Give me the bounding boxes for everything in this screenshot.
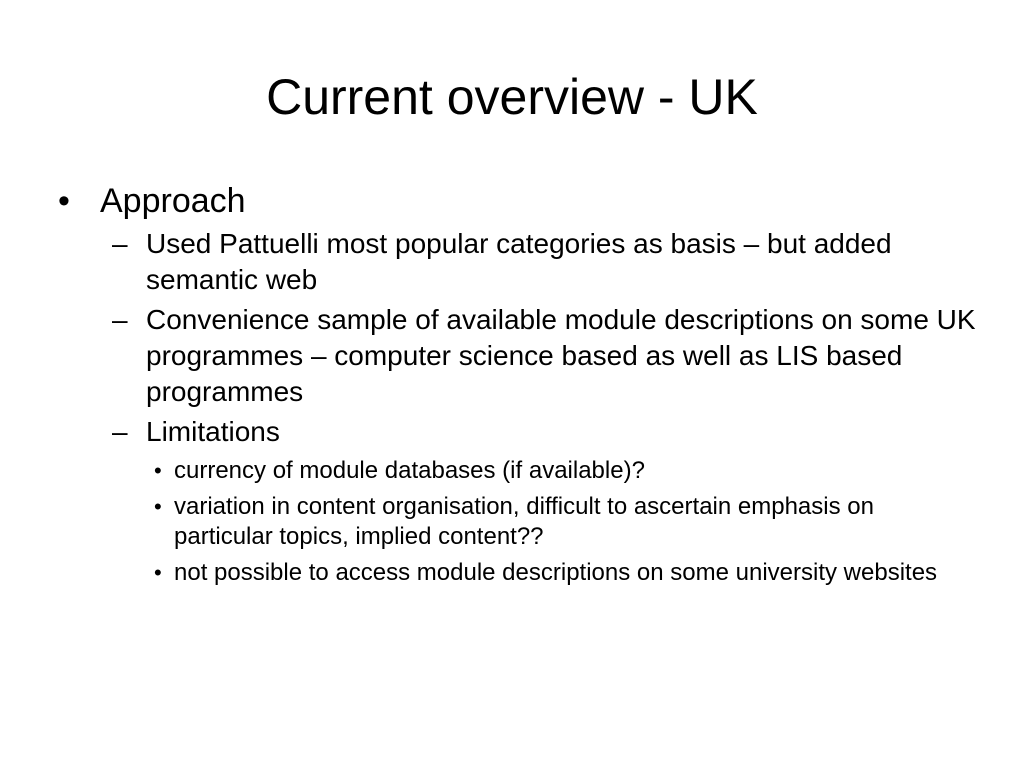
dash-marker: – [112,304,128,335]
sub-bullet-limitations [84,414,978,450]
limitations-sublist [146,456,978,588]
limitation-currency-text: currency of module databases (if available)? [174,457,645,484]
slide-title: Current overview - UK [266,69,758,125]
sub-bullet-pattuelli-text: Used Pattuelli most popular categories as basis – but added semantic web [146,228,892,295]
sub-bullet-limitations-text: Limitations [146,416,280,447]
sub-bullet-convenience-sample-text: Convenience sample of available module descriptions on some UK programmes – computer science based as well as LIS based programmes [146,304,976,407]
limitation-variation-text: variation in content organisation, difficult to ascertain emphasis on particular topics, implied content?? [174,493,874,550]
bullet-marker: • [154,494,162,519]
bullet-approach [58,180,978,222]
approach-sublist [84,226,978,588]
bullet-approach-label: Approach [100,182,246,220]
dash-marker: – [112,228,128,259]
sub-bullet-pattuelli [84,226,978,298]
slide-body [58,180,978,588]
bullet-marker: • [58,182,70,220]
dash-marker: – [112,416,128,447]
bullet-marker: • [154,560,162,585]
limitation-variation [146,492,978,552]
bullet-marker: • [154,458,162,483]
sub-bullet-convenience-sample [84,302,978,410]
limitation-access [146,558,978,588]
limitation-currency [146,456,978,486]
limitation-access-text: not possible to access module descriptions on some university websites [174,559,938,586]
